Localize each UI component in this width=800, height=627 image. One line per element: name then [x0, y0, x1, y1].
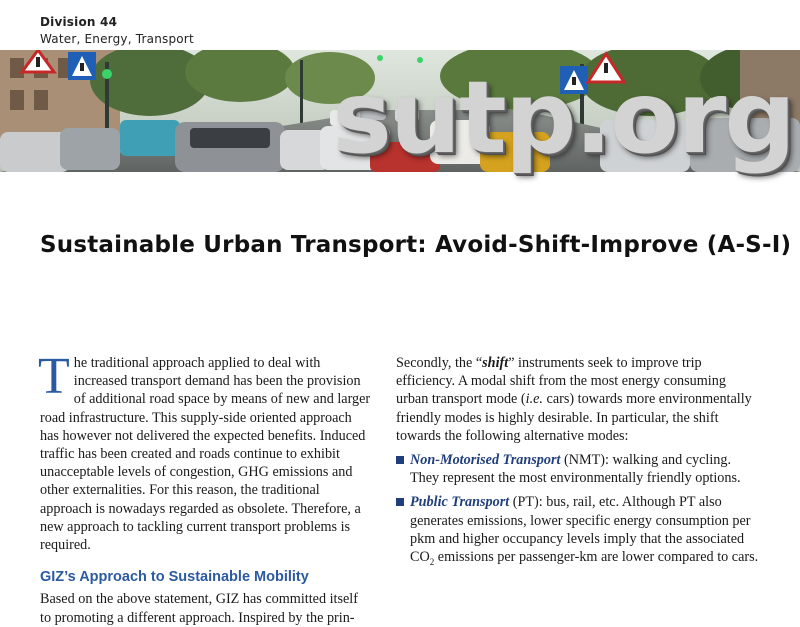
- left-column: [38, 348, 372, 627]
- co2-subscript: 2: [429, 556, 435, 567]
- list-item: [396, 451, 760, 487]
- intro-text: he traditional approach applied to deal with increased transport demand has been the provision of additional road space by means of new and larger road infrastructure. This supply-side oriented approach has however not delivered the expected benefits. Induced traffic has been created and roads continue to exhibit unacceptable levels of congestion, GHG emissions and other externalities. For this reason, the traditional approach is nowadays regarded as obsolete. Therefore, a new approach to tackling current transport problems is required.: [40, 355, 371, 554]
- division-subtitle: Water, Energy, Transport: [40, 32, 194, 46]
- mode-desc-pt-a: (PT): bus, rail, etc. Although PT also generates emissions, lower specific energy consumption per pkm and higher occupancy levels imply that the associated CO: [410, 494, 751, 566]
- right-column: [396, 354, 760, 577]
- shift-keyword: shift: [482, 355, 509, 371]
- transport-modes-list: [396, 451, 760, 571]
- shift-text-b: ” instruments seek to improve trip efficiency. A modal shift from the most energy consuming urban transport mode (: [396, 355, 726, 408]
- pedestrian-crossing-sign-left: [68, 52, 96, 80]
- shift-text-a: Secondly, the “: [396, 355, 483, 371]
- shift-text-c: cars) towards more environmentally friendly modes is highly desirable. In particular, the shift towards the following alternative modes:: [396, 391, 752, 444]
- sutp-logo: sutp.org: [332, 59, 794, 176]
- ie-abbrev: i.e.: [525, 391, 543, 408]
- drop-cap: T: [38, 348, 70, 405]
- header-meta: [40, 14, 194, 48]
- mode-name-pt: Public Transport: [410, 494, 510, 511]
- mode-name-nmt: Non-Motorised Transport: [410, 452, 561, 469]
- intro-paragraph: [38, 348, 372, 554]
- page-title: Sustainable Urban Transport: Avoid-Shift-Improve (A-S-I): [40, 232, 792, 258]
- list-item: [396, 493, 760, 571]
- body-paragraph: Based on the above statement, GIZ has committed itself to promoting a different approach. Inspired by the prin-: [40, 591, 358, 626]
- mode-desc-pt-b: emissions per passenger-km are lower compared to cars.: [434, 549, 759, 566]
- section-subheading: GIZ’s Approach to Sustainable Mobility: [40, 569, 309, 586]
- mode-desc-nmt: (NMT): walking and cycling. They represent the most environmentally friendly options.: [410, 452, 741, 487]
- shift-paragraph: [396, 354, 760, 445]
- division-label: Division 44: [40, 15, 118, 29]
